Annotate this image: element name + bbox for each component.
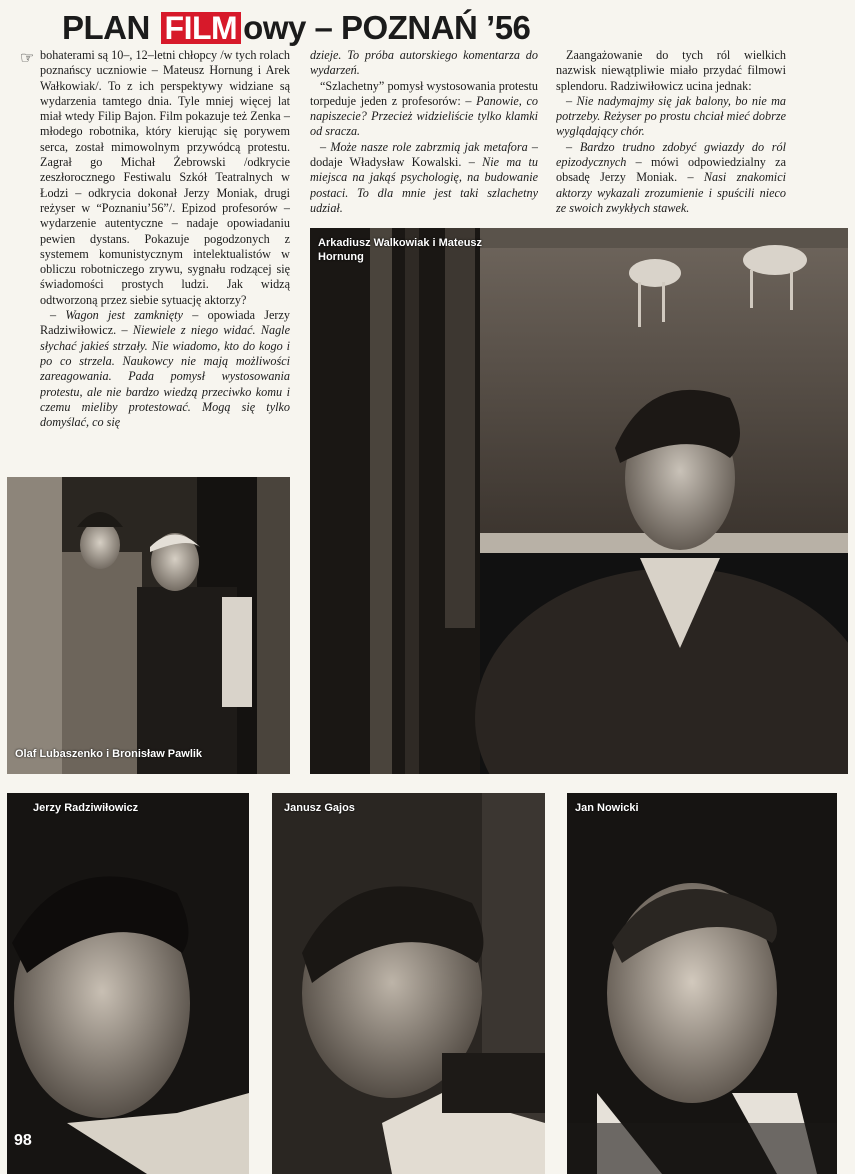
article-column-2 bbox=[310, 48, 538, 214]
title-plan: PLAN bbox=[62, 9, 150, 46]
pointing-hand-icon: ☞ bbox=[20, 50, 35, 67]
portrait-radziwilowicz-illustration bbox=[7, 793, 249, 1174]
photo-boys-in-wagon bbox=[310, 228, 848, 774]
paragraph: Zaangażowanie do tych ról wielkich nazwisk niewątpliwie miało przydać filmowi splendoru. Radziwiłowicz ucina jednak: bbox=[556, 48, 786, 93]
quote-text: – Niewiele z niego widać. Nagle słychać jakieś strzały. Nie wiadomo, kto do kogo i po co strzela. Naukowcy nie mają możliwości zareagowania. Pada pomysł wystosowania protestu, ale nie bardzo wiedzą przeciwko komu i czemu mieliby protestować. Mogą się tylko domyślać, co się bbox=[40, 323, 290, 430]
page-number: 98 bbox=[14, 1132, 32, 1149]
photo-lubaszenko-pawlik bbox=[7, 477, 290, 774]
caption-pair: Olaf Lubaszenko i Bronisław Pawlik bbox=[15, 748, 203, 760]
paragraph bbox=[310, 79, 538, 140]
article-column-1 bbox=[40, 48, 290, 448]
quote-text: – Może nasze role zabrzmią jak metafora bbox=[320, 139, 528, 154]
attribution-text: – dodaje Władysław Kowalski. bbox=[310, 139, 538, 170]
paragraph bbox=[556, 140, 786, 214]
page-title bbox=[62, 8, 530, 48]
photo-pair-illustration bbox=[7, 477, 290, 774]
portrait-nowicki-illustration bbox=[567, 793, 837, 1174]
body-text: “Szlachetny” pomysł wystosowania protestu torpeduje jeden z profesorów: bbox=[310, 78, 538, 108]
caption-gajos: Janusz Gajos bbox=[284, 802, 355, 814]
paragraph bbox=[556, 94, 786, 140]
quote-text: – Nasi znakomici aktorzy wykazali zrozumienie i spuścili nieco ze swoich zwykłych stawek. bbox=[556, 170, 786, 214]
title-rest: owy – POZNAŃ ’56 bbox=[243, 9, 531, 46]
attribution-text: – mówi odpowiedzialny za obsadę Jerzy Moniak. bbox=[556, 155, 786, 185]
paragraph bbox=[40, 308, 290, 430]
photo-boys-illustration bbox=[310, 228, 848, 774]
quote-text: – Nie nadymajmy się jak balony, bo nie ma potrzeby. Reżyser po prostu chciał mieć dobrze wyglądający chór. bbox=[556, 93, 786, 139]
quote-text: – Bardzo trudno zdobyć gwiazdy do ról epizodycznych bbox=[556, 139, 786, 170]
photo-gajos bbox=[272, 793, 545, 1174]
title-film-badge: FILM bbox=[161, 12, 242, 44]
photo-radziwilowicz bbox=[7, 793, 249, 1174]
quote-text: dzieje. To próba autorskiego komentarza do wydarzeń. bbox=[310, 48, 538, 78]
quote-text: – Panowie, co napiszecie? Przecież widzieliście tylko klamki od sracza. bbox=[310, 93, 538, 139]
caption-nowicki: Jan Nowicki bbox=[575, 802, 639, 814]
caption-radziwilowicz: Jerzy Radziwiłowicz bbox=[33, 802, 139, 814]
portrait-gajos-illustration bbox=[272, 793, 545, 1174]
caption-boys: Arkadiusz Walkowiak i Mateusz Hornung bbox=[318, 237, 483, 263]
paragraph: bohaterami są 10–, 12–letni chłopcy /w tych rolach poznańscy uczniowie – Mateusz Hornung i Arek Wałkowiak/. To z ich perspektywy widziane są wydarzenia tamtego dnia. Tyle mniej więcej lat miał wtedy Filip Bajon. Film pokazuje też Zenka – młodego robotnika, który kierując się porywem serca, został mimowolnym przywódcą protestu. Zagrał go Michał Żebrowski /odkrycie zeszłorocznego Festiwalu Szkół Teatralnych w Łodzi – odkrycia dokonał Jerzy Moniak, drugi reżyser w “Poznaniu’56”/. Epizod profesorów – wydarzenie autentyczne – nadaje opowiadaniu pewien dystans. Pokazuje pogodzonych z systemem komunistycznym intelektualistów w obliczu robotniczego zrywu, sygnału rodzącej się świadomości prostych ludzi. Jak widzą odtworzoną przez siebie sytuację aktorzy? bbox=[40, 48, 290, 307]
quote-text: – Wagon jest zamknięty bbox=[50, 308, 183, 323]
quote-text: – Nie ma tu miejsca na jakąś psychologię, na budowanie postaci. To dla mnie jest taki szlachetny udział. bbox=[310, 155, 538, 214]
attribution-text: – opowiada Jerzy Radziwiłowicz. bbox=[40, 308, 290, 338]
photo-nowicki bbox=[567, 793, 837, 1174]
article-column-3 bbox=[556, 48, 786, 214]
paragraph bbox=[310, 48, 538, 79]
paragraph bbox=[310, 140, 538, 214]
